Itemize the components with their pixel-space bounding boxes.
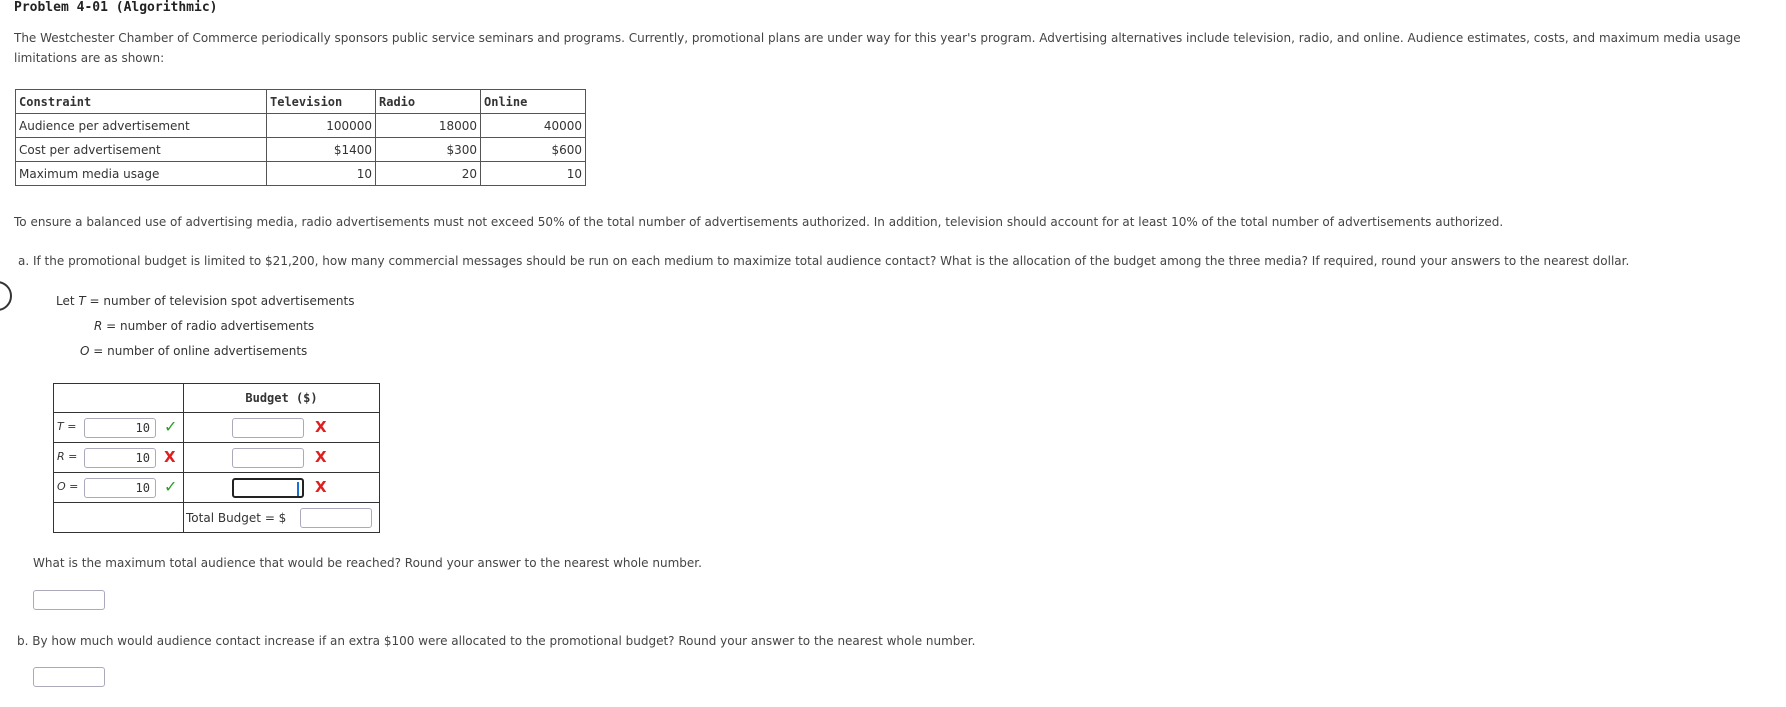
budget-cell-t bbox=[184, 413, 380, 443]
focus-ring-icon bbox=[0, 281, 12, 311]
count-input-r[interactable]: 10 bbox=[84, 448, 156, 468]
part-b-input[interactable] bbox=[33, 667, 105, 687]
check-icon: ✓ bbox=[164, 477, 178, 496]
cell-online: 40000 bbox=[481, 114, 586, 138]
budget-cell-r bbox=[184, 443, 380, 473]
total-budget-input[interactable] bbox=[300, 508, 372, 528]
header-constraint: Constraint bbox=[16, 90, 267, 114]
budget-cell-o bbox=[184, 473, 380, 503]
count-cell-o bbox=[54, 473, 184, 503]
cross-icon: X bbox=[315, 478, 327, 496]
definition-r bbox=[94, 319, 314, 333]
definition-o-text: = number of online advertisements bbox=[89, 344, 308, 358]
cross-icon: X bbox=[164, 448, 176, 466]
cell-tv: $1400 bbox=[267, 138, 376, 162]
header-online: Online bbox=[481, 90, 586, 114]
balance-constraint-text: To ensure a balanced use of advertising media, radio advertisements must not exceed 50% of the total number of advertisements authorized. In addition, television should account for at least 10% of the total number of advertisements authorized. bbox=[14, 215, 1504, 229]
constraints-table bbox=[15, 89, 586, 186]
row-label: Maximum media usage bbox=[16, 162, 267, 186]
count-input-t[interactable]: 10 bbox=[84, 418, 156, 438]
variable-o: O bbox=[80, 344, 90, 358]
table-row bbox=[16, 138, 586, 162]
budget-row-r bbox=[54, 443, 380, 473]
label-t: T = bbox=[57, 420, 77, 433]
let-prefix: Let bbox=[56, 294, 79, 308]
budget-table bbox=[53, 383, 380, 533]
count-input-o[interactable]: 10 bbox=[84, 478, 156, 498]
budget-row-t bbox=[54, 413, 380, 443]
total-blank-cell bbox=[54, 503, 184, 533]
part-a-question: a. If the promotional budget is limited to $21,200, how many commercial messages should be run on each medium to maximize total audience contact? What is the allocation of the budget among the three media? If required, round your answers to the nearest dollar. bbox=[18, 254, 1630, 268]
max-audience-input[interactable] bbox=[33, 590, 105, 610]
cell-radio: 20 bbox=[376, 162, 481, 186]
cross-icon: X bbox=[315, 418, 327, 436]
definition-t bbox=[56, 294, 354, 308]
definition-o bbox=[80, 344, 307, 358]
text-cursor bbox=[297, 482, 299, 496]
header-television: Television bbox=[267, 90, 376, 114]
check-icon: ✓ bbox=[164, 417, 178, 436]
cell-tv: 10 bbox=[267, 162, 376, 186]
part-b-question: b. By how much would audience contact increase if an extra $100 were allocated to the promotional budget? Round your answer to the nearest whole number. bbox=[17, 634, 976, 648]
cell-tv: 100000 bbox=[267, 114, 376, 138]
budget-input-o[interactable] bbox=[232, 478, 304, 498]
label-r: R = bbox=[57, 450, 78, 463]
budget-row-o bbox=[54, 473, 380, 503]
budget-blank-header bbox=[54, 384, 184, 413]
total-budget-row bbox=[54, 503, 380, 533]
header-radio: Radio bbox=[376, 90, 481, 114]
label-o: O = bbox=[57, 480, 79, 493]
variable-t: T bbox=[78, 294, 86, 308]
problem-title: Problem 4-01 (Algorithmic) bbox=[14, 0, 218, 15]
total-budget-label: Total Budget = $ bbox=[186, 511, 287, 525]
max-audience-question: What is the maximum total audience that would be reached? Round your answer to the nearest whole number. bbox=[33, 556, 702, 570]
definition-r-text: = number of radio advertisements bbox=[102, 319, 315, 333]
count-cell-t bbox=[54, 413, 184, 443]
row-label: Cost per advertisement bbox=[16, 138, 267, 162]
cross-icon: X bbox=[315, 448, 327, 466]
cell-radio: $300 bbox=[376, 138, 481, 162]
variable-r: R bbox=[94, 319, 103, 333]
table-row bbox=[16, 162, 586, 186]
table-header-row bbox=[16, 90, 586, 114]
row-label: Audience per advertisement bbox=[16, 114, 267, 138]
total-budget-cell bbox=[184, 503, 380, 533]
budget-header: Budget ($) bbox=[184, 384, 380, 413]
definition-t-text: = number of television spot advertisements bbox=[85, 294, 355, 308]
count-cell-r bbox=[54, 443, 184, 473]
budget-input-t[interactable] bbox=[232, 418, 304, 438]
cell-radio: 18000 bbox=[376, 114, 481, 138]
table-row bbox=[16, 114, 586, 138]
cell-online: $600 bbox=[481, 138, 586, 162]
cell-online: 10 bbox=[481, 162, 586, 186]
budget-input-r[interactable] bbox=[232, 448, 304, 468]
problem-intro: The Westchester Chamber of Commerce periodically sponsors public service seminars and programs. Currently, promotional plans are under way for this year's program. Advertising alternatives include television, radio, and online. Audience estimates, costs, and maximum media usage limitations are as shown: bbox=[14, 31, 1741, 65]
